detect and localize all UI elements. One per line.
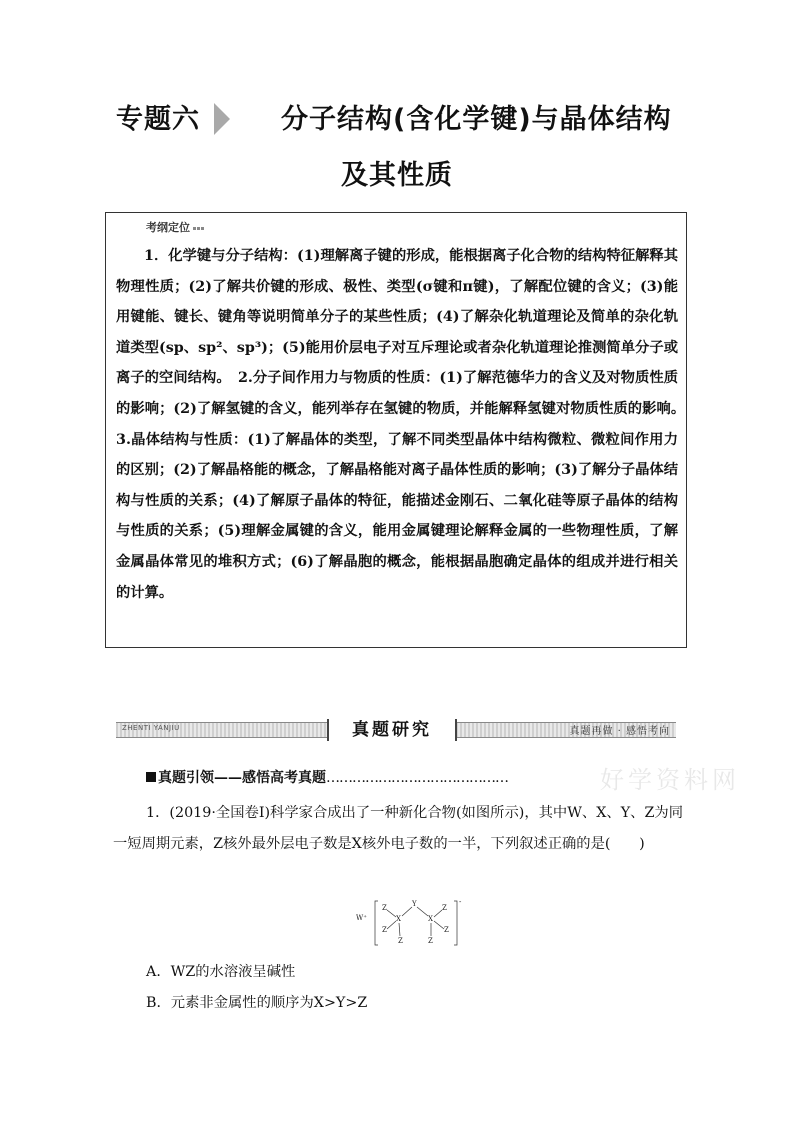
banner-center xyxy=(327,719,457,741)
dots-icon xyxy=(192,221,204,234)
syllabus-text: 1．化学键与分子结构：(1)理解离子键的形成，能根据离子化合物的结构特征解释其物理性质；(2)了解共价键的形成、极性、类型(σ键和π键)，了解配位键的含义；(3)能用键能、键长、键角等说明简单分子的某些性质；(4)了解杂化轨道理论及简单的杂化轨道类型(sp、sp²、sp³)；(5)能用价层电子对互斥理论或者杂化轨道理论推测简单分子或离子的空间结构。 2.分子间作用力与物质的性质：(1)了解范德华力的含义及对物质性质的影响；(2)了解氢键的含义，能列举存在氢键的物质，并能解释氢键对物质性质的影响。 3.晶体结构与性质：(1)了解晶体的类型，了解不同类型晶体中结构微粒、微粒间作用力的区别；(2)了解晶格能的概念，了解晶格能对离子晶体性质的影响；(3)了解分子晶体结构与性质的关系；(4)了解原子晶体的特征，能描述金刚石、二氧化硅等原子晶体的结构与性质的关系；(5)理解金属键的含义，能用金属键理论解释金属的一些物理性质，了解金属晶体常见的堆积方式；(6)了解晶胞的概念，能根据晶胞确定晶体的组成并进行相关的计算。 xyxy=(116,248,693,601)
page-title-line-2: 及其性质 xyxy=(341,160,453,191)
square-bullet-icon xyxy=(146,772,156,782)
section-banner xyxy=(116,719,676,741)
structure-z-label: Z xyxy=(398,937,403,945)
guide-line xyxy=(146,767,508,787)
option-b: B．元素非金属性的顺序为X>Y>Z xyxy=(146,995,368,1011)
page-title: 分子结构(含化学键)与晶体结构 xyxy=(281,104,672,135)
structure-w-label: W⁺ xyxy=(356,914,367,922)
topic-label: 专题六 xyxy=(116,104,200,135)
structure-z-label: Z xyxy=(382,926,387,934)
structure-z-label: Z xyxy=(382,904,387,912)
structure-z-label: Z xyxy=(428,937,433,945)
right-bracket xyxy=(454,901,457,945)
structure-z-label: Z xyxy=(444,926,449,934)
banner-title: 真题研究 xyxy=(352,720,432,740)
compound-structure-diagram xyxy=(356,898,466,948)
structure-y-label: Y xyxy=(412,900,417,908)
syllabus-heading xyxy=(146,219,204,235)
arrow-right-icon xyxy=(214,103,230,135)
guide-text: 真题引领——感悟高考真题 xyxy=(158,770,326,786)
option-a: A．WZ的水溶液呈碱性 xyxy=(146,964,296,980)
guide-leader: …………………………………… xyxy=(326,770,508,786)
banner-right-text: 真题再做 · 感悟考向 xyxy=(569,726,670,737)
title-line-1 xyxy=(0,100,794,140)
syllabus-box xyxy=(105,212,693,648)
structure-x-label: X xyxy=(428,915,433,923)
syllabus-heading-text: 考纲定位 xyxy=(146,221,190,234)
question-text: 1．(2019·全国卷Ⅰ)科学家合成出了一种新化合物(如图所示)，其中W、X、Y、Z为同一短周期元素，Z核外最外层电子数是X核外电子数的一半，下列叙述正确的是( ) xyxy=(113,805,683,852)
structure-z-label: Z xyxy=(442,904,447,912)
structure-x-label: X xyxy=(396,915,401,923)
watermark: 好学资料网 xyxy=(600,766,740,794)
left-bracket xyxy=(375,901,378,945)
banner-left-text: ZHENTI YANJIU xyxy=(122,724,180,732)
structure-charge-label: - xyxy=(459,898,462,906)
